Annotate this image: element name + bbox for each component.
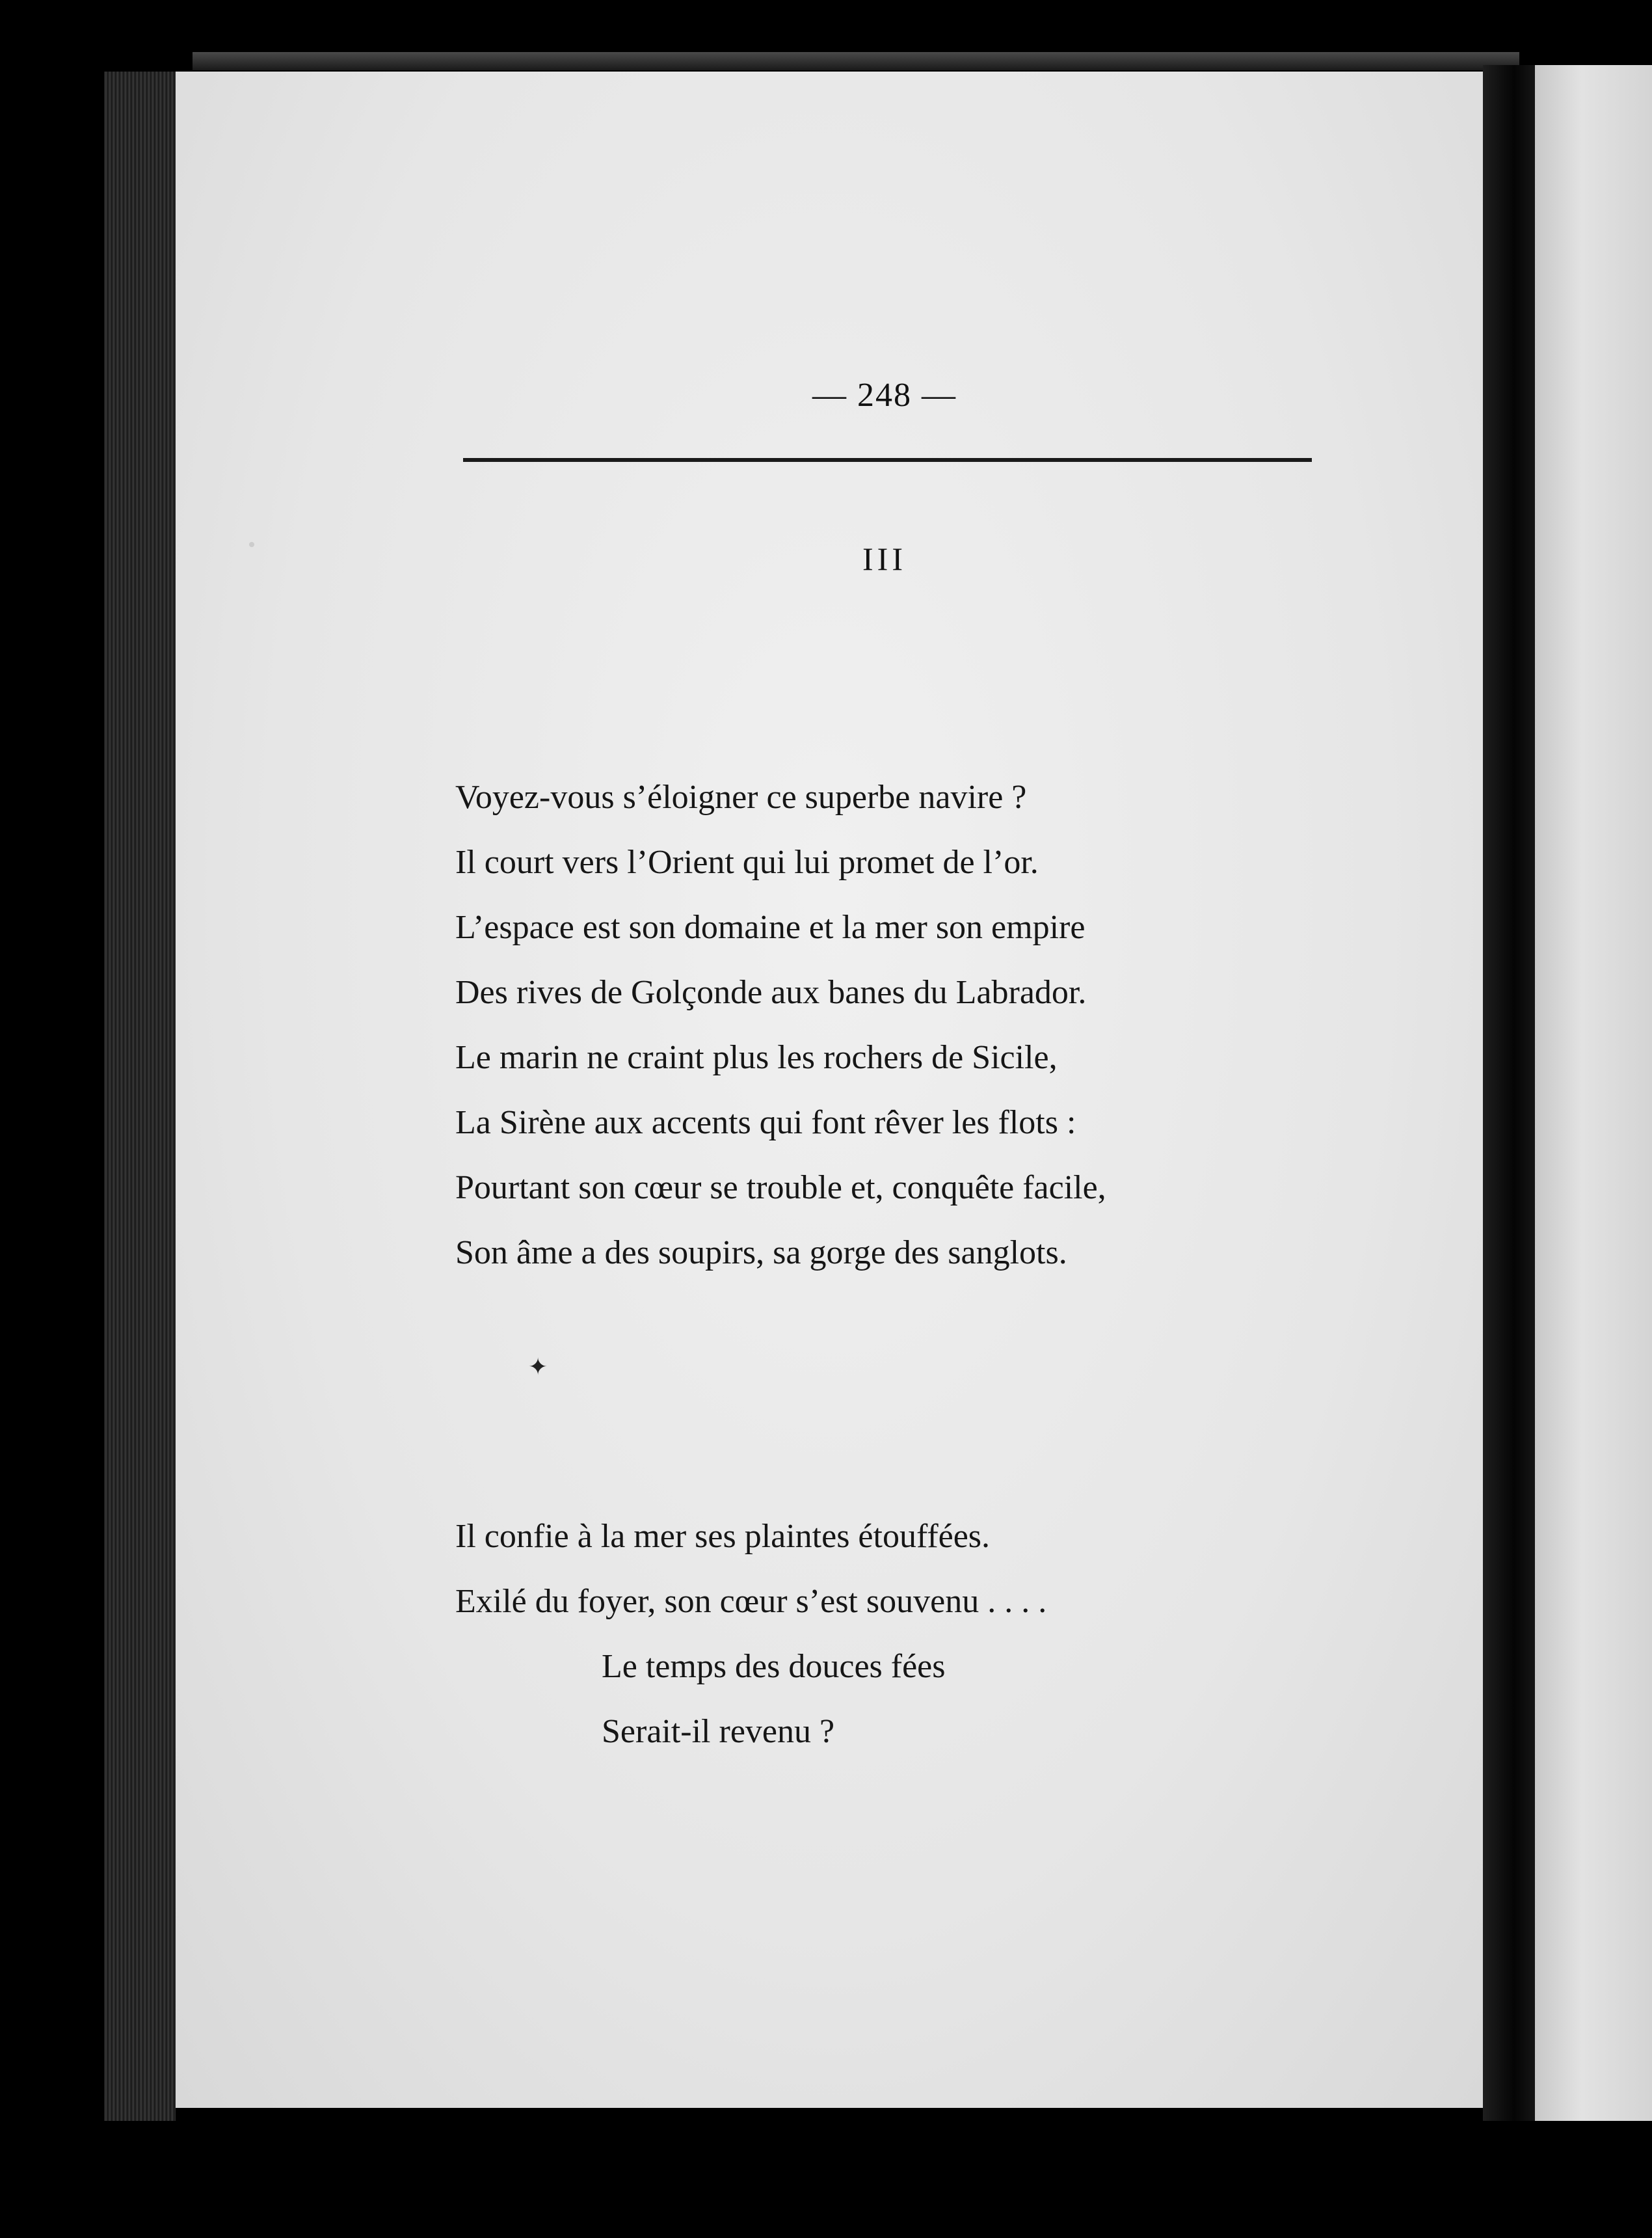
verse-line: Pourtant son cœur se trouble et, conquête facile, xyxy=(455,1169,1106,1206)
verse-line: Voyez-vous s’éloigner ce superbe navire ? xyxy=(455,779,1027,816)
verse-line: L’espace est son domaine et la mer son empire xyxy=(455,909,1086,946)
verse-line-indented: Serait-il revenu ? xyxy=(602,1713,835,1750)
header-rule xyxy=(463,458,1312,462)
verse-line: Le marin ne craint plus les rochers de Sicile, xyxy=(455,1039,1058,1076)
paper-speck xyxy=(249,542,254,547)
verse-line: Exilé du foyer, son cœur s’est souvenu . . . . xyxy=(455,1583,1047,1620)
ornament-icon: ✦ xyxy=(528,1354,548,1380)
page-number: — 248 — xyxy=(812,377,957,414)
verse-line: Des rives de Golçonde aux banes du Labrador. xyxy=(455,974,1087,1011)
verse-line: Son âme a des soupirs, sa gorge des sanglots. xyxy=(455,1234,1067,1271)
verse-line: Il confie à la mer ses plaintes étouffées. xyxy=(455,1518,991,1555)
verse-line: Il court vers l’Orient qui lui promet de l’or. xyxy=(455,844,1039,881)
book-top-edge xyxy=(193,52,1519,70)
verse-line: La Sirène aux accents qui font rêver les flots : xyxy=(455,1104,1076,1141)
facing-page-edge xyxy=(1535,65,1652,2121)
verse-line-indented: Le temps des douces fées xyxy=(602,1648,946,1685)
book-fore-edge xyxy=(104,72,176,2121)
section-number: III xyxy=(862,541,907,577)
book-gutter xyxy=(1483,65,1535,2121)
